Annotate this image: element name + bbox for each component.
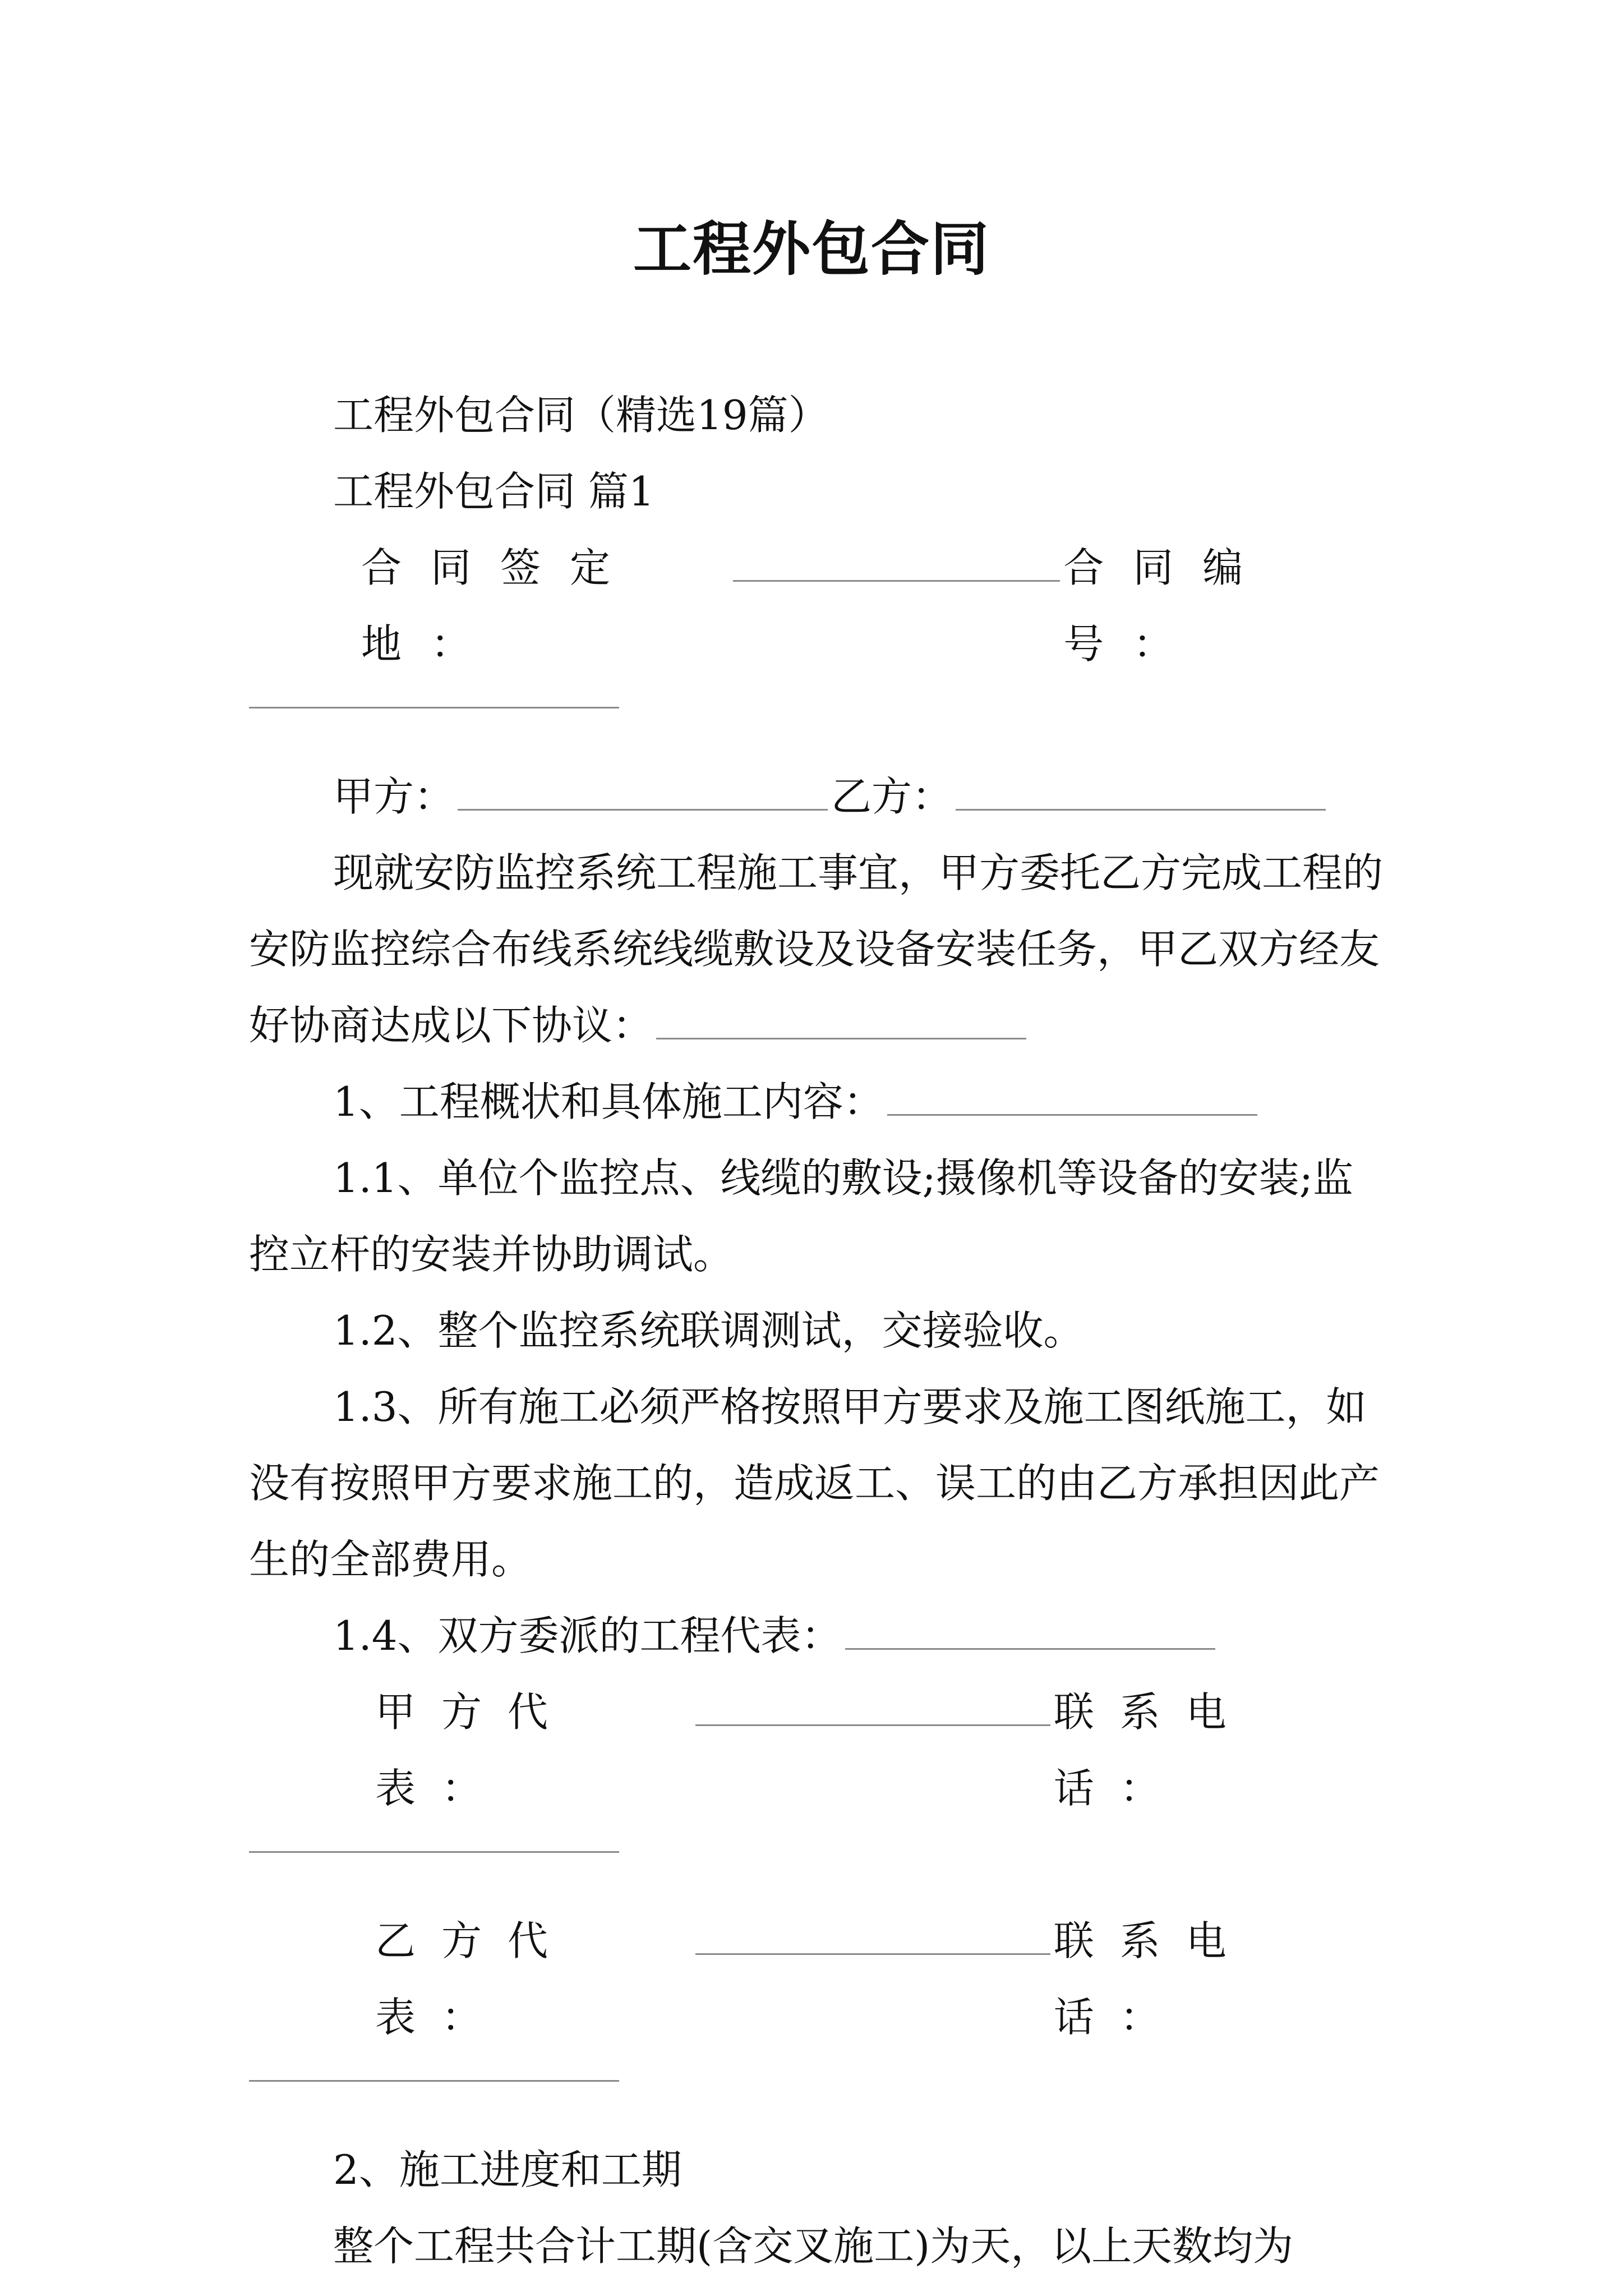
item-1 — [249, 1064, 1387, 1140]
intro-blank — [656, 1036, 1026, 1039]
item-1-blank — [887, 1112, 1257, 1116]
party-b-blank — [956, 807, 1326, 811]
item-2: 2、施工进度和工期 — [333, 2146, 682, 2193]
contract-no-blank — [249, 705, 619, 708]
contract-no-blank-row — [249, 682, 1387, 758]
party-b-phone-blank-row — [249, 2055, 1387, 2132]
sign-place-label: 合同签定地： — [361, 544, 640, 668]
item-1-text: 1、工程概状和具体施工内容： — [333, 1078, 884, 1125]
item-1-4 — [249, 1598, 1387, 1674]
intro-text: 现就安防监控系统工程施工事宜，甲方委托乙方完成工程的安防监控综合布线系统线缆敷设及设备安装任务，甲乙双方经友好协商达成以下协议： — [249, 849, 1384, 1049]
party-a-phone-blank — [249, 1849, 619, 1853]
document-title: 工程外包合同 — [633, 214, 990, 283]
party-b-phone-label: 联系电话： — [1053, 1917, 1252, 2041]
party-a-blank — [458, 807, 828, 811]
party-a-phone-label: 联系电话： — [1053, 1688, 1252, 1812]
party-a-rep-label: 甲方代表： — [375, 1688, 574, 1812]
party-a-rep-blank — [695, 1722, 1050, 1726]
party-b-label: 乙方： — [831, 773, 953, 820]
contract-no-label: 合同编号： — [1063, 544, 1272, 668]
item-2-text: 整个工程共合计工期(含交叉施工)为天，以上天数均为 — [333, 2223, 1294, 2270]
sign-place-blank — [733, 578, 1060, 582]
party-b-phone-blank — [249, 2078, 619, 2082]
intro-paragraph — [249, 835, 1387, 1064]
item-1-1: 1.1、单位个监控点、线缆的敷设;摄像机等设备的安装;监控立杆的安装并协助调试。 — [249, 1154, 1354, 1278]
item-1-4-blank — [845, 1646, 1215, 1650]
party-a-phone-blank-row — [249, 1826, 1387, 1903]
section-heading: 工程外包合同 篇1 — [333, 468, 654, 515]
party-a-label: 甲方： — [333, 773, 455, 820]
item-1-3: 1.3、所有施工必须严格按照甲方要求及施工图纸施工，如没有按照甲方要求施工的，造成返工、误工的由乙方承担因此产生的全部费用。 — [249, 1383, 1380, 1583]
sign-place-row — [249, 530, 1387, 682]
party-a-rep-row — [249, 1674, 1387, 1826]
subtitle: 工程外包合同（精选19篇） — [333, 392, 829, 439]
party-b-rep-row — [249, 1903, 1387, 2055]
item-1-2: 1.2、整个监控系统联调测试，交接验收。 — [333, 1307, 1084, 1354]
party-b-rep-blank — [695, 1951, 1050, 1955]
item-1-4-text: 1.4、双方委派的工程代表： — [333, 1612, 842, 1659]
party-row — [249, 758, 1387, 835]
party-b-rep-label: 乙方代表： — [375, 1917, 574, 2041]
document-body — [249, 377, 1387, 2284]
